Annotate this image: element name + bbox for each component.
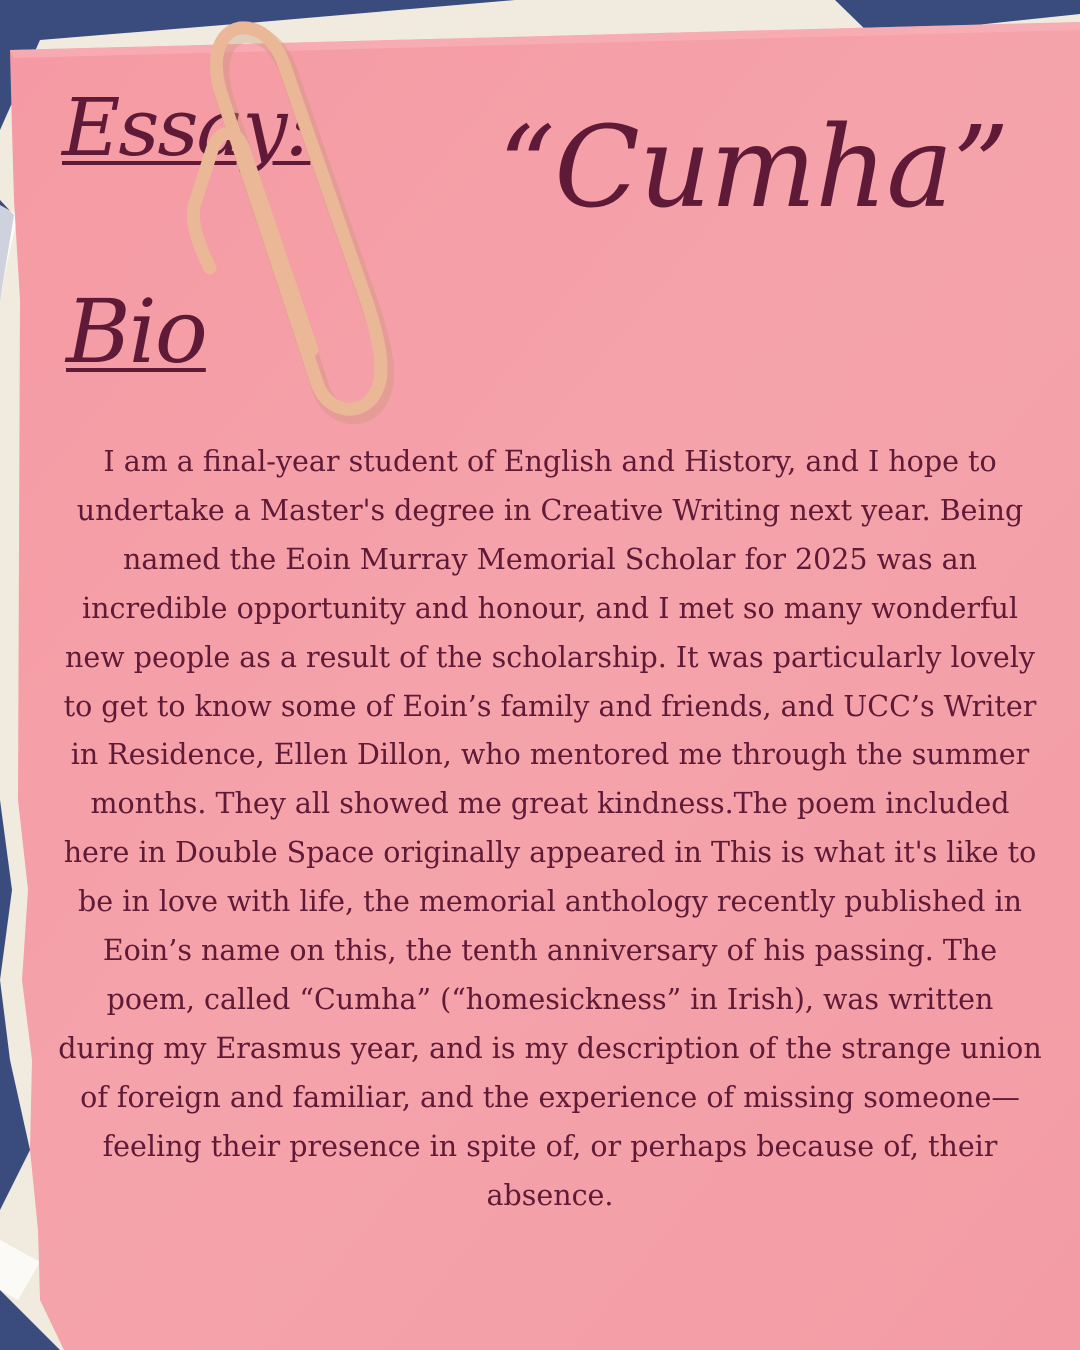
bio-paragraph: I am a final-year student of English and History, and I hope to undertake a Master's degree in Creative Writing next year. Being named the Eoin Murray Memorial Scholar for 2025 was an incredible opportunity and honour, and I met so many wonderful new people as a result of the scholarship. It was particularly lovely to get to know some of Eoin’s family and friends, and UCC’s Writer in Residence, Ellen Dillon, who mentored me through the summer months. They all showed me great kindness.The poem included here in Double Space originally appeared in This is what it's like to be in love with life, the memorial anthology recently published in Eoin’s name on this, the tenth anniversary of his passing. The poem, called “Cumha” (“homesickness” in Irish), was written during my Erasmus year, and is my description of the strange union of foreign and familiar, and the experience of missing someone—feeling their presence in spite of, or perhaps because of, their absence. [58, 445, 1042, 1212]
bio-label: Bio [66, 280, 206, 383]
essay-label: Essay: [62, 81, 311, 174]
essay-title: “Cumha” [498, 103, 1009, 233]
